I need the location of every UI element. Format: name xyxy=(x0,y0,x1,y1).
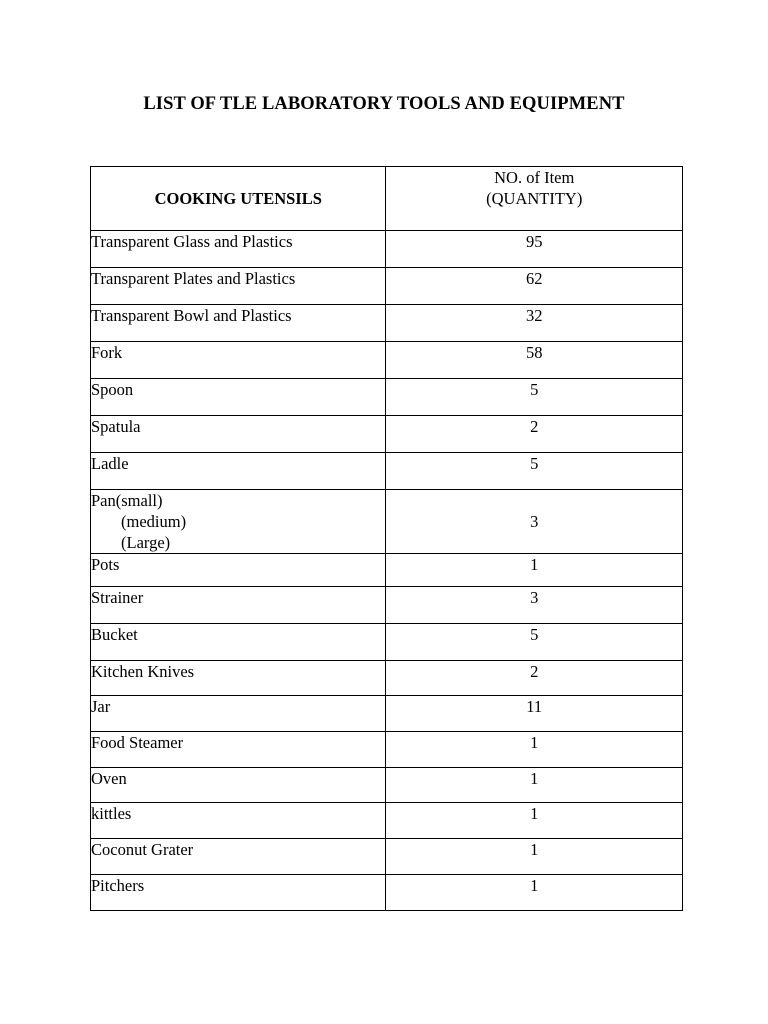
item-cell: Ladle xyxy=(91,453,386,490)
document-title: LIST OF TLE LABORATORY TOOLS AND EQUIPMENT xyxy=(143,94,625,114)
qty-cell: 1 xyxy=(386,839,683,875)
qty-cell: 1 xyxy=(386,875,683,911)
table-row xyxy=(91,803,683,839)
item-cell: Oven xyxy=(91,768,386,803)
item-cell: Spoon xyxy=(91,379,386,416)
item-cell: Jar xyxy=(91,696,386,732)
qty-cell: 32 xyxy=(386,305,683,342)
qty-cell: 2 xyxy=(386,416,683,453)
qty-cell: 62 xyxy=(386,268,683,305)
table-row xyxy=(91,624,683,661)
table-body xyxy=(91,231,683,911)
header-quantity-line1: NO. of Item xyxy=(494,168,575,187)
table-row xyxy=(91,768,683,803)
table-row xyxy=(91,453,683,490)
pan-size-small: Pan(small) xyxy=(91,491,163,510)
qty-cell: 58 xyxy=(386,342,683,379)
item-cell: Coconut Grater xyxy=(91,839,386,875)
qty-cell: 5 xyxy=(386,624,683,661)
item-cell: Transparent Plates and Plastics xyxy=(91,268,386,305)
header-quantity-line2: (QUANTITY) xyxy=(486,189,583,208)
item-cell: Strainer xyxy=(91,587,386,624)
table-row xyxy=(91,875,683,911)
table-header xyxy=(91,167,683,231)
qty-cell: 2 xyxy=(386,661,683,696)
qty-cell: 1 xyxy=(386,732,683,768)
table-row xyxy=(91,379,683,416)
table-row xyxy=(91,661,683,696)
header-quantity xyxy=(386,167,683,231)
header-cooking-utensils: COOKING UTENSILS xyxy=(91,167,386,231)
qty-cell: 1 xyxy=(386,554,683,587)
qty-cell: 11 xyxy=(386,696,683,732)
table-row xyxy=(91,305,683,342)
table-row-pan xyxy=(91,490,683,554)
item-cell: Fork xyxy=(91,342,386,379)
item-cell: Kitchen Knives xyxy=(91,661,386,696)
item-cell: Transparent Bowl and Plastics xyxy=(91,305,386,342)
table-row xyxy=(91,839,683,875)
table-row xyxy=(91,732,683,768)
table-row xyxy=(91,342,683,379)
qty-cell: 1 xyxy=(386,768,683,803)
item-cell xyxy=(91,490,386,554)
table-row xyxy=(91,416,683,453)
pan-size-large: (Large) xyxy=(121,533,171,552)
header-row xyxy=(91,167,683,231)
item-cell: Pitchers xyxy=(91,875,386,911)
item-cell: kittles xyxy=(91,803,386,839)
qty-cell: 5 xyxy=(386,453,683,490)
item-cell: Food Steamer xyxy=(91,732,386,768)
table-row xyxy=(91,554,683,587)
qty-cell: 1 xyxy=(386,803,683,839)
table-row xyxy=(91,268,683,305)
pan-size-medium: (medium) xyxy=(121,512,187,531)
item-cell: Bucket xyxy=(91,624,386,661)
table-row xyxy=(91,231,683,268)
item-cell: Pots xyxy=(91,554,386,587)
qty-cell: 5 xyxy=(386,379,683,416)
item-cell: Spatula xyxy=(91,416,386,453)
item-cell: Transparent Glass and Plastics xyxy=(91,231,386,268)
qty-cell: 3 xyxy=(386,587,683,624)
qty-cell: 3 xyxy=(386,490,683,554)
table-row xyxy=(91,587,683,624)
qty-cell: 95 xyxy=(386,231,683,268)
table-row xyxy=(91,696,683,732)
inventory-table xyxy=(90,166,683,911)
